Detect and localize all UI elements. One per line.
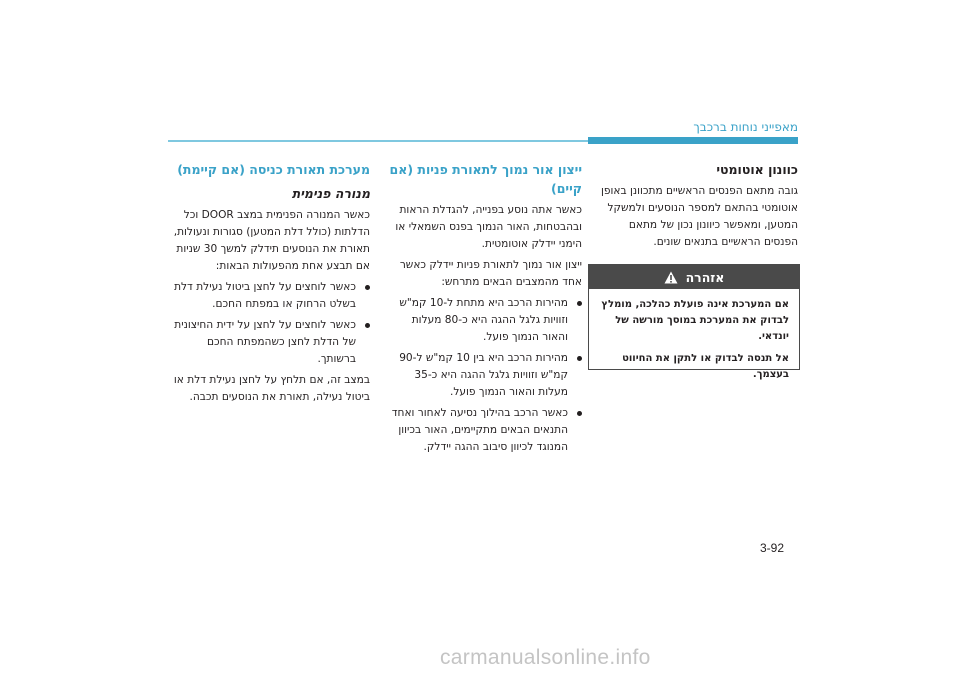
list-item-text: מהירות הרכב היא בין 10 קמ"ש ל‑90 קמ"ש וזוויות גלגל ההגה היא כ‑35 מעלות והאור הנמוך פועל. <box>399 352 568 398</box>
page-number: 3-92 <box>760 541 785 555</box>
watermark: carmanualsonline.info <box>440 646 651 669</box>
bullet-icon <box>365 323 370 328</box>
bullet-icon <box>577 301 582 306</box>
list-item <box>172 317 370 368</box>
warning-title: אזהרה <box>685 269 725 285</box>
bullet-icon <box>365 285 370 290</box>
warning-title-bar <box>589 265 799 289</box>
cornering-lamp-list <box>384 295 582 456</box>
cornering-lamp-heading: ייצון אור נמוך לתאורת פניות (אם קיים) <box>389 162 582 196</box>
list-item <box>384 350 582 401</box>
warning-body <box>589 289 799 383</box>
auto-adjust-heading: כוונון אוטומטי <box>716 162 798 177</box>
cornering-lamp-intro: כאשר אתה נוסע בפנייה, להגדלת הראות ובהבטחות, האור הנמוך בפנס השמאלי או הימני יידלק אוטומטית. <box>395 204 582 250</box>
list-item-text: כאשר לוחצים על לחצן על ידית החיצונית של הדלת לחצן כשהמפתח החכם ברשותך. <box>174 319 356 365</box>
warning-box <box>588 264 800 380</box>
header-accent-bar <box>588 137 798 144</box>
list-item <box>172 279 370 313</box>
left-column <box>172 160 370 406</box>
bullet-icon <box>577 356 582 361</box>
interior-lamp-list <box>172 279 370 368</box>
list-item-text: כאשר לוחצים על לחצן ביטול נעילת דלת בשלט הרחוק או במפתח החכם. <box>174 281 356 310</box>
chapter-title: מאפייני נוחות ברכבך <box>693 120 798 134</box>
list-item-text: מהירות הרכב היא מתחת ל‑10 קמ"ש וזוויות גלגל ההגה היא כ‑80 מעלות והאור הנמוך פועל. <box>399 297 568 343</box>
warning-text-2: אל תנסה לבדוק או לתקן את החיווט בעצמך. <box>622 353 789 380</box>
interior-lamp-paragraph: כאשר המנורה הפנימית במצב DOOR וכל הדלתות (כולל דלת המטען) סגורות ונעולות, תאורת את הנוסעים תידלק למשך 30 שניות אם תבצע אחת מהפעולות הבאות: <box>173 209 370 272</box>
list-item-text: כאשר הרכב בהילוך נסיעה לאחור ואחד התנאים הבאים מתקיימים, האור בכיוון המנוגד לכיוון סיבוב ההגה יידלק. <box>391 407 568 453</box>
warning-text-1: אם המערכת אינה פועלת כהלכה, מומלץ לבדוק את המערכת במוסך מורשה של יונדאי. <box>601 299 789 342</box>
auto-adjust-paragraph: גובה מתאם הפנסים הראשיים מתכוונן באופן אוטומטי בהתאם למספר הנוסעים ולמשקל המטען, ומאפשר כיוונון נכון של מתאם הפנסים הראשיים בתנאים שונים. <box>601 185 798 248</box>
interior-lamp-subheading: מנורה פנימית <box>291 186 370 201</box>
cornering-lamp-intro-2: ייצון אור נמוך לתאורת פניות יידלק כאשר אחד מהמצבים הבאים מתרחש: <box>399 259 582 288</box>
warning-triangle-icon <box>664 271 678 284</box>
entry-lighting-heading: מערכת תאורת כניסה (אם קיימת) <box>177 162 370 177</box>
bullet-icon <box>577 411 582 416</box>
list-item <box>384 295 582 346</box>
interior-lamp-closing: במצב זה, אם תלחץ על לחצן נעילת דלת או ביטול נעילה, תאורת את הנוסעים תכבה. <box>173 374 370 403</box>
list-item <box>384 405 582 456</box>
middle-column <box>384 160 582 456</box>
right-column <box>600 160 798 251</box>
